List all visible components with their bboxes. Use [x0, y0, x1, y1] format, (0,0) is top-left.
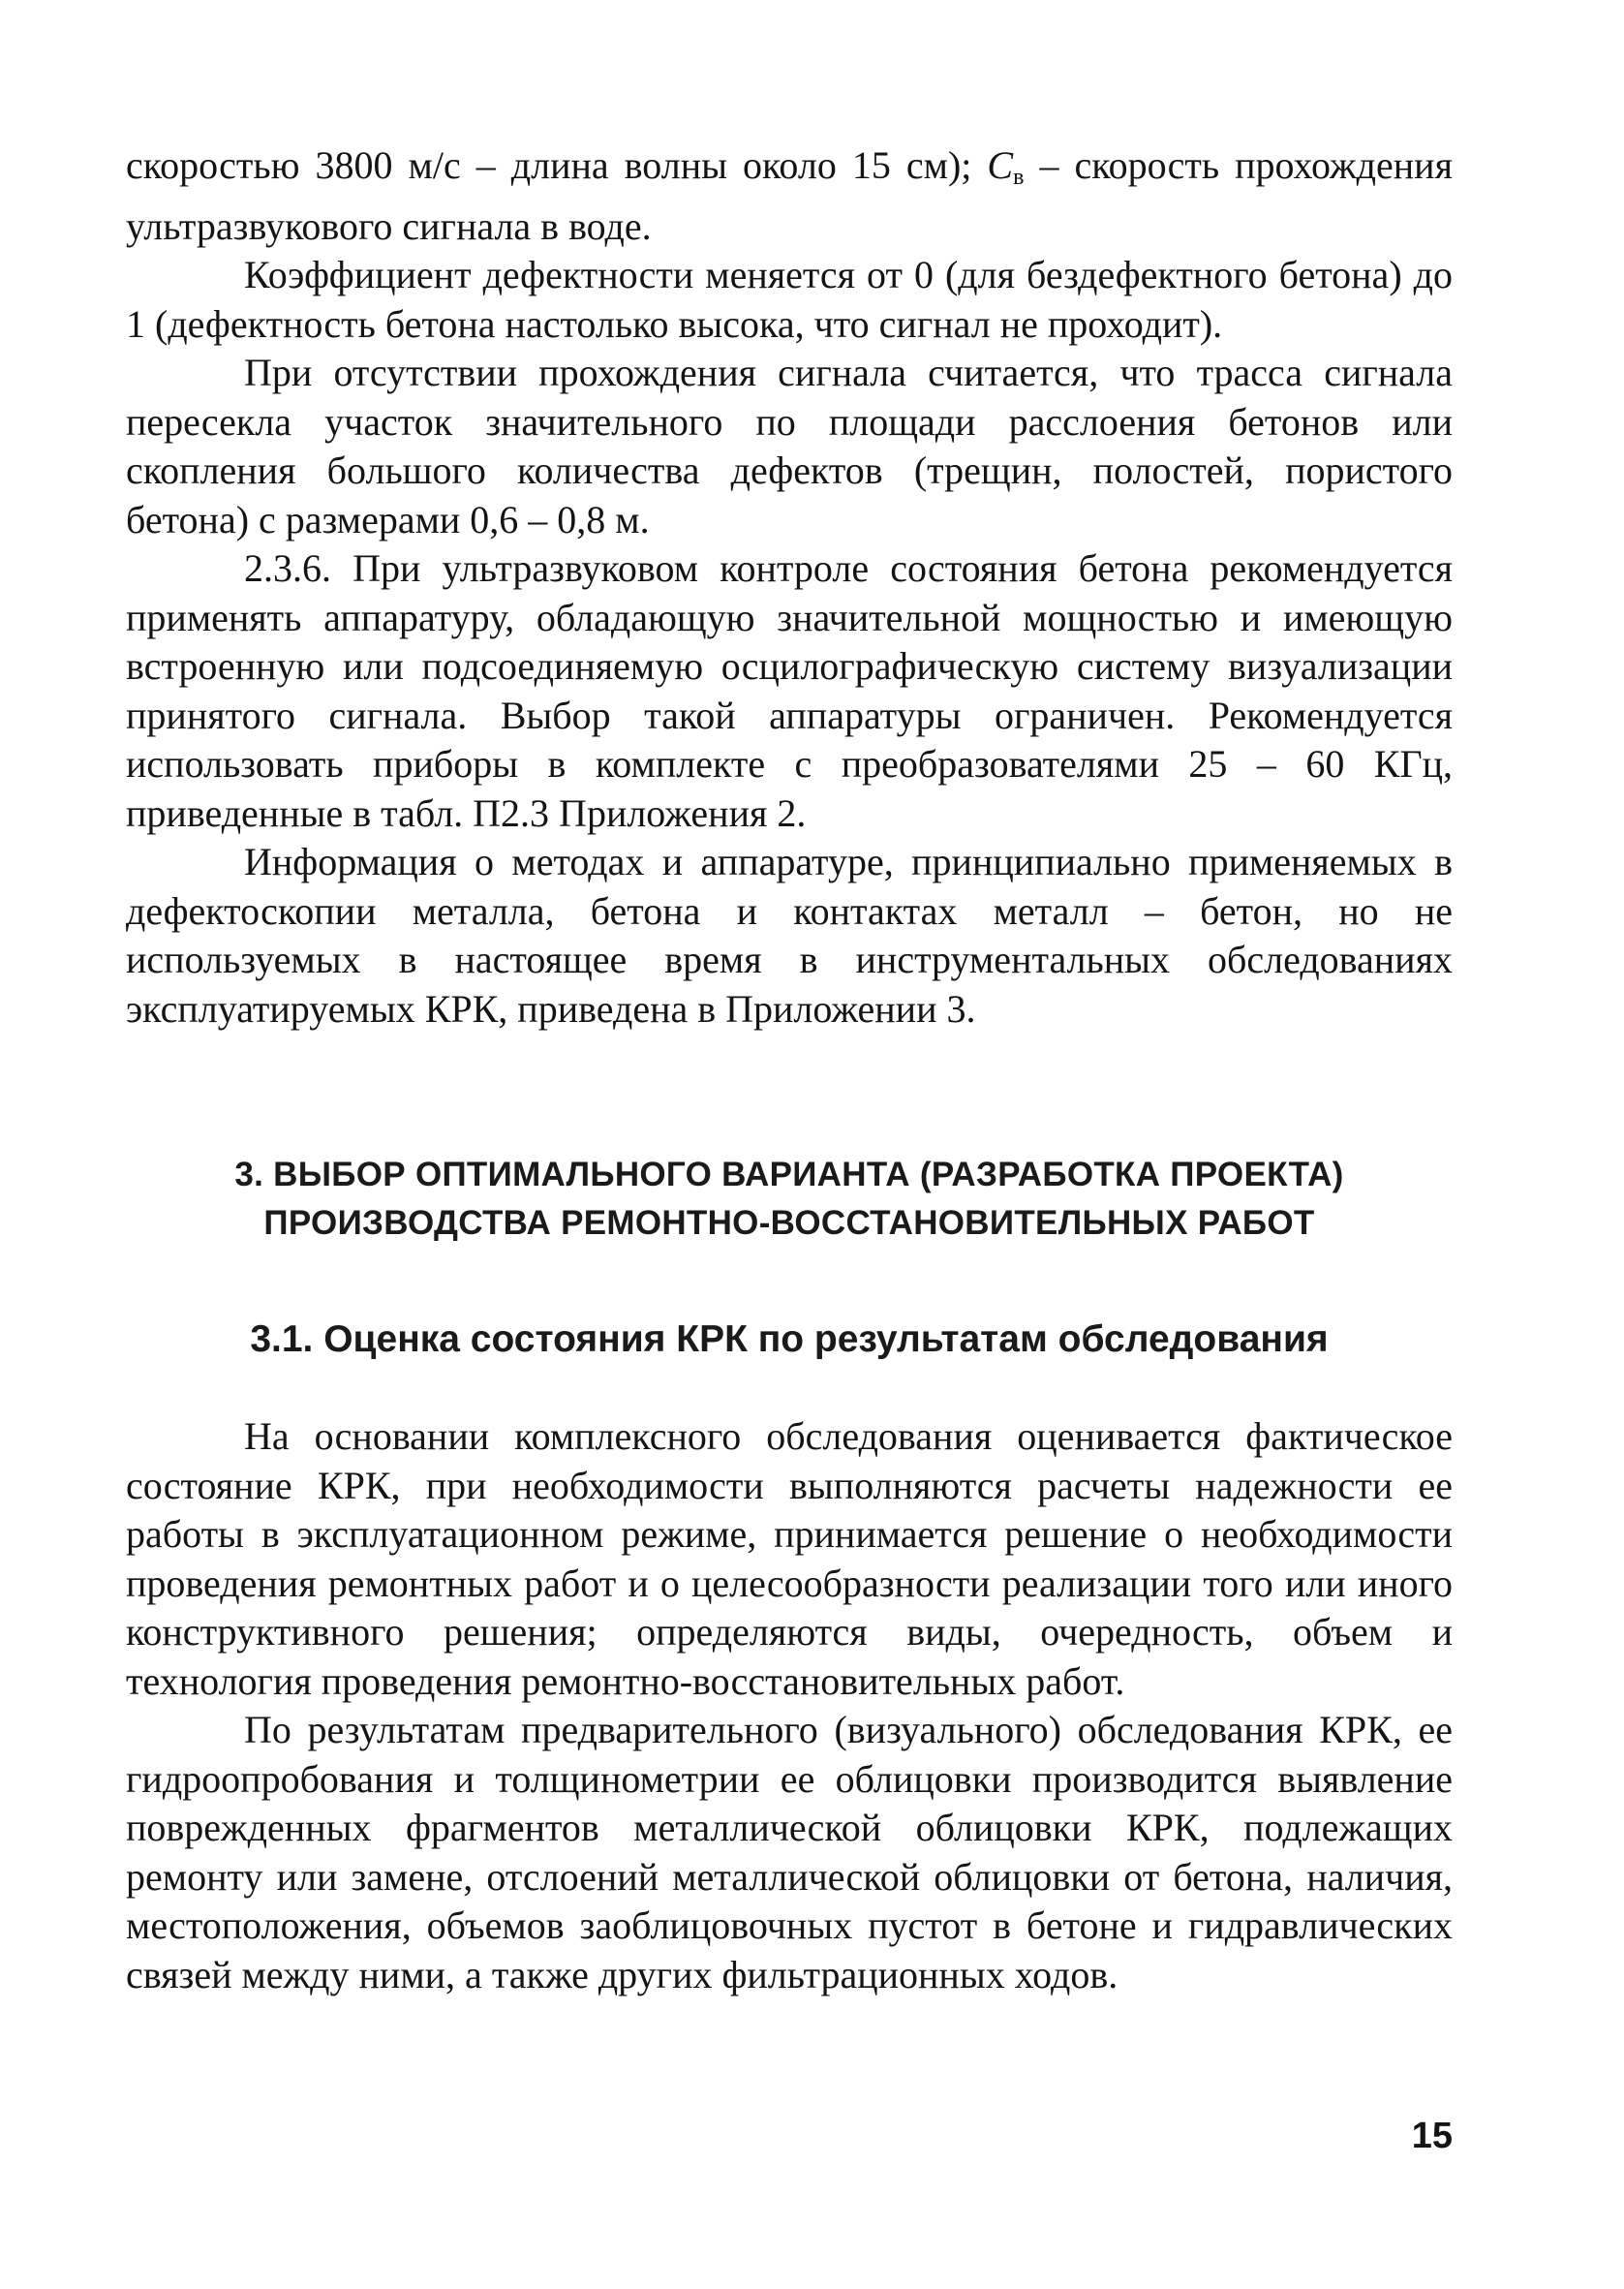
paragraph-2-3-6: 2.3.6. При ультразвуковом контроле состояния бетона рекомендуется применять аппаратуру, обладающую значительной мощностью и имеющую встроенную или подсоединяемую осцилографическую систему визуализации принятого сигнала. Выбор такой аппаратуры ограничен. Рекомендуется использовать приборы в комплекте с преобразователями 25 – 60 КГц, приведенные в табл. П2.3 Приложения 2. [126, 546, 1453, 835]
page-number: 15 [1411, 2116, 1453, 2156]
chapter-heading [126, 1151, 1453, 1248]
paragraph-assessment: На основании комплексного обследования оценивается фактическое состояние КРК, при необходимости выполняются расчеты надежности ее работы в эксплуатационном режиме, принимается решение о необходимости проведения ремонтных работ и о целесообразности реализации того или иного конструктивного решения; определяются виды, очередность, объем и технология проведения ремонтно-восстановительных работ. [126, 1414, 1453, 1703]
variable-subscript: в [1013, 165, 1025, 190]
chapter-heading-line-2: ПРОИЗВОДСТВА РЕМОНТНО-ВОССТАНОВИТЕЛЬНЫХ РАБОТ [263, 1204, 1315, 1242]
chapter-heading-line-1: 3. ВЫБОР ОПТИМАЛЬНОГО ВАРИАНТА (РАЗРАБОТКА ПРОЕКТА) [234, 1156, 1344, 1193]
section-heading: 3.1. Оценка состояния КРК по результатам обследования [250, 1318, 1329, 1360]
bottom-text-block [126, 1412, 1453, 1999]
paragraph-defect-coefficient: Коэффициент дефектности меняется от 0 (для бездефектного бетона) до 1 (дефектность бетона настолько высока, что сигнал не проходит). [126, 253, 1453, 346]
paragraph-inspection-results: По результатам предварительного (визуального) обследования КРК, ее гидроопробования и толщинометрии ее облицовки производится выявление поврежденных фрагментов металлической облицовки КРК, подлежащих ремонту или замене, отслоений металлической облицовки от бетона, наличия, местоположения, объемов заоблицовочных пустот в бетоне и гидравлических связей между ними, а также других фильтрационных ходов. [126, 1708, 1453, 1996]
paragraph-wavelength: скоростью 3800 м/с – длина волны около 15 см); $C_в$ – скорость прохождения ультразвукового сигнала в воде. [126, 143, 1453, 248]
paragraph-appendix-3: Информация о методах и аппаратуре, принципиально применяемых в дефектоскопии металла, бетона и контактах металл – бетон, но не используемых в настоящее время в инструментальных обследованиях эксплуатируемых КРК, приведена в Приложении 3. [126, 840, 1453, 1031]
top-text-block [126, 141, 1453, 1034]
variable-c: C [987, 143, 1014, 187]
paragraph-no-signal: При отсутствии прохождения сигнала считается, что трасса сигнала пересекла участок значительного по площади расслоения бетонов или скопления большого количества дефектов (трещин, полостей, пористого бетона) с размерами 0,6 – 0,8 м. [126, 351, 1453, 541]
